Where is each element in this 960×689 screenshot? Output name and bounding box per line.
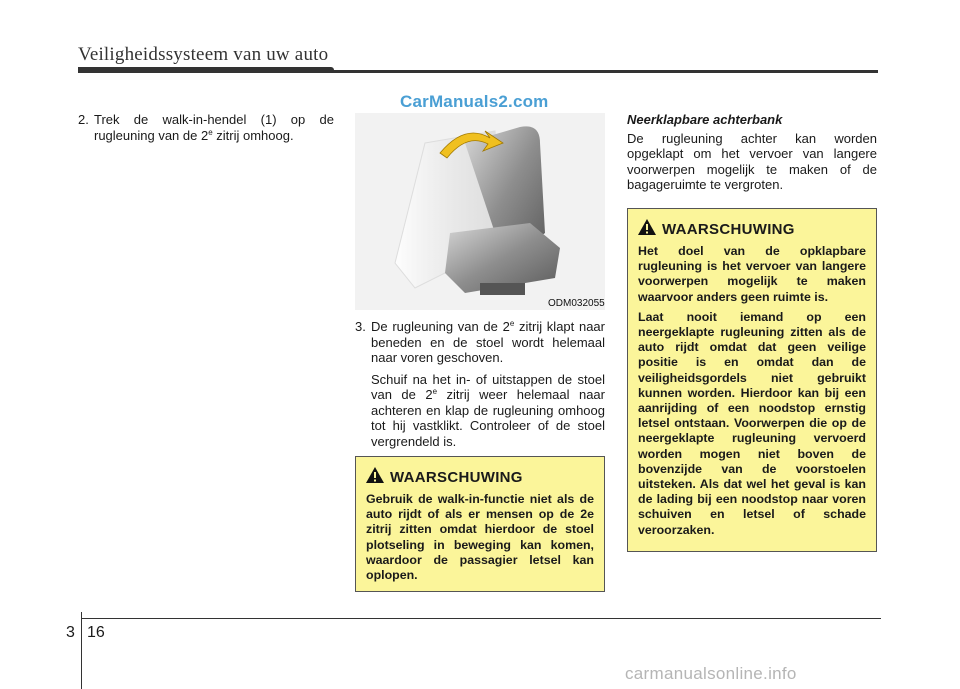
- warning-title: WAARSCHUWING: [662, 221, 795, 238]
- warning-text-purpose: Het doel van de opklapbare rugleuning is het vervoer van langere voorwerpen mogelijk te maken waarvoor anders geen ruimte is.: [638, 244, 866, 304]
- step-2-number: 2.: [78, 112, 89, 127]
- page-chapter-number: 3: [66, 624, 75, 641]
- warning-title: WAARSCHUWING: [390, 469, 523, 486]
- warning-triangle-icon: [366, 467, 384, 488]
- step-2: [78, 112, 334, 149]
- page-header-title: Veiligheidssysteem van uw auto: [78, 44, 329, 65]
- watermark-bottom[interactable]: carmanualsonline.info: [625, 664, 797, 683]
- step-3-number: 3.: [355, 319, 366, 334]
- step-3-followup: Schuif na het in- of uitstappen de stoel van de 2e zitrij weer helemaal naar achteren en klap de rugleuning omhoog tot hij vastklikt. Controleer of de stoel vergrendeld is.: [371, 371, 605, 449]
- footer-vertical-rule: [81, 612, 82, 689]
- step-2-text: Trek de walk-in-hendel (1) op de rugleuning van de 2e zitrij omhoog.: [94, 112, 334, 143]
- step-3: [355, 319, 605, 455]
- footer-horizontal-rule: [81, 618, 881, 619]
- seat-illustration: [355, 113, 605, 310]
- warning-text-danger: Laat nooit iemand op een neergeklapte rugleuning zitten als de auto rijdt omdat dat geen veilige positie is en omdat dan de veiligheidsgordels niet gebruikt kunnen worden. Hierdoor kan bij een aanrijding of een noodstop ernstig letsel ontstaan. Voorwerpen die op de neergeklapte rugleuning vervoerd worden mogen niet boven de bovenzijde van de voorstoelen uitsteken. Als dat wel het geval is kan de lading bij een noodstop naar voren schuiven en letsel of schade veroorzaken.: [638, 309, 866, 537]
- warning-triangle-icon: [638, 219, 656, 240]
- section-body: De rugleuning achter kan worden opgeklapt om het vervoer van langere voorwerpen mogelijk te maken of de bagageruimte te vergroten.: [627, 130, 877, 192]
- warning-box-walk-in: [355, 456, 605, 592]
- header-rule-accent: [78, 67, 334, 73]
- figure-code: ODM032055: [548, 298, 605, 309]
- warning-text: Gebruik de walk-in-functie niet als de auto rijdt of als er mensen op de 2e zitrij zitten omdat hierdoor de stoel plotseling in beweging kan komen, waardoor de passagier letsel kan oplopen.: [366, 492, 594, 583]
- folding-rear-seat-section: [627, 112, 877, 193]
- step-3-text: De rugleuning van de 2e zitrij klapt naar beneden en de stoel wordt helemaal naar voren geschoven.: [371, 319, 605, 365]
- seat-drawing: [355, 113, 605, 310]
- warning-box-folding-seat: [627, 208, 877, 552]
- section-subtitle: Neerklapbare achterbank: [627, 112, 783, 127]
- watermark-top[interactable]: CarManuals2.com: [400, 92, 549, 111]
- page-number: 16: [87, 624, 105, 641]
